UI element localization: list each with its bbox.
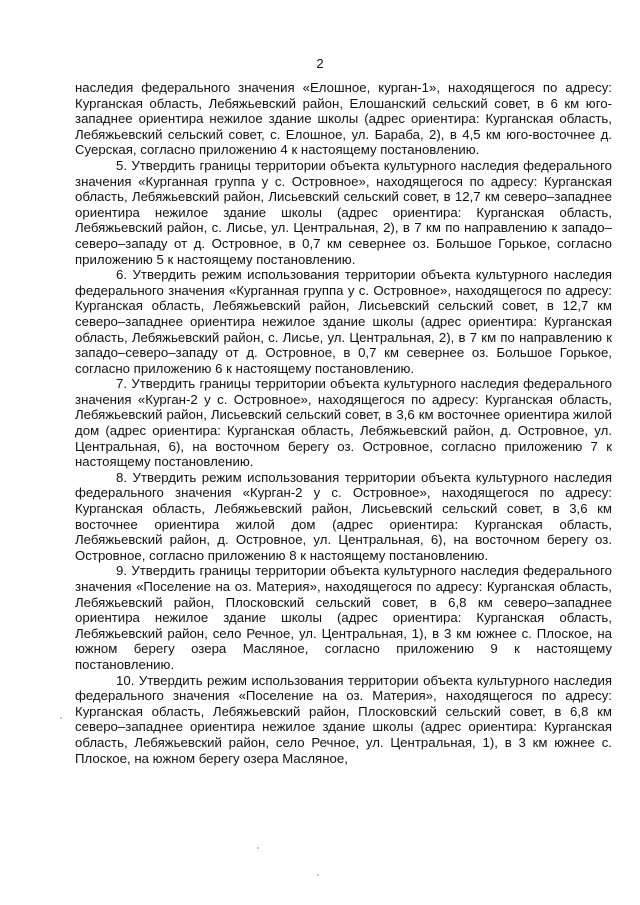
paragraph-item-10: 10. Утвердить режим использования территории объекта культурного наследия федерального значения «Поселение на оз. Материя», находящегося по адресу: Курганская область, Лебяжьевский район, Плосковский сельский совет, в 6,8 км северо–западнее ориентира нежилое здание школы (адрес ориентира: Курганская область, Лебяжьевский район, село Речное, ул. Центральная, 1), в 3 км южнее с. Плоское, на южном берегу озера Масляное, [75, 672, 612, 766]
paragraph-item-5: 5. Утвердить границы территории объекта культурного наследия федерального значения «Курганная группа у с. Островное», находящегося по адресу: Курганская область, Лебяжьевский район, Лисьевский сельский совет, в 12,7 км северо–западнее ориентира нежилое здание школы (адрес ориентира: Курганская область, Лебяжьевский район, с. Лисье, ул. Центральная, 2), в 7 км по направлению к западо–северо–западу от д. Островное, в 0,7 км севернее оз. Большое Горькое, согласно приложению 5 к настоящему постановлению. [75, 157, 612, 267]
paragraph-item-7: 7. Утвердить границы территории объекта культурного наследия федерального значения «Курган-2 у с. Островное», находящегося по адресу: Курганская область, Лебяжьевский район, Лисьевский сельский совет, в 3,6 км восточнее ориентира жилой дом (адрес ориентира: Курганская область, Лебяжьевский район, д. Островное, ул. Центральная, 6), на восточном берегу оз. Островное, согласно приложению 7 к настоящему постановлению. [75, 376, 612, 470]
paragraph-continuation: наследия федерального значения «Елошное, курган-1», находящегося по адресу: Курганская область, Лебяжьевский район, Елошанский сельский совет, в 6 км юго-западнее ориентира нежилое здание школы (адрес ориентира: Курганская область, Лебяжьевский сельский совет, с. Елошное, ул. Бараба, 2), в 4,5 км юго-восточнее д. Суерская, согласно приложению 4 к настоящему постановлению. [75, 80, 612, 158]
paragraph-item-6: 6. Утвердить режим использования территории объекта культурного наследия федерального значения «Курганная группа у с. Островное», находящегося по адресу: Курганская область, Лебяжьевский район, Лисьевский сельский совет, в 12,7 км северо–западнее ориентира нежилое здание школы (адрес ориентира: Курганская область, Лебяжьевский район, с. Лисье, ул. Центральная, 2), в 7 км по направлению к западо–северо–западу от д. Островное, в 0,7 км севернее оз. Большое Горькое, согласно приложению 6 к настоящему постановлению. [75, 267, 612, 376]
scan-speck [257, 847, 259, 849]
paragraph-item-9: 9. Утвердить границы территории объекта культурного наследия федерального значения «Поселение на оз. Материя», находящегося по адресу: Курганская область, Лебяжьевский район, Плосковский сельский совет, в 6,8 км северо–западнее ориентира нежилое здание школы (адрес ориентира: Курганская область, Лебяжьевский район, село Речное, ул. Центральная, 1), в 3 км южнее с. Плоское, на южном берегу озера Масляное, согласно приложению 9 к настоящему постановлению. [75, 563, 612, 672]
scan-speck [317, 874, 319, 876]
page-number: 2 [316, 56, 324, 71]
document-body [75, 80, 612, 766]
paragraph-item-8: 8. Утвердить режим использования территории объекта культурного наследия федерального значения «Курган-2 у с. Островное», находящегося по адресу: Курганская область, Лебяжьевский район, Лисьевский сельский совет, в 3,6 км восточнее ориентира жилой дом (адрес ориентира: Курганская область, Лебяжьевский район, д. Островное, ул. Центральная, 6), на восточном берегу оз. Островное, согласно приложению 8 к настоящему постановлению. [75, 469, 612, 563]
scan-speck [60, 717, 62, 719]
